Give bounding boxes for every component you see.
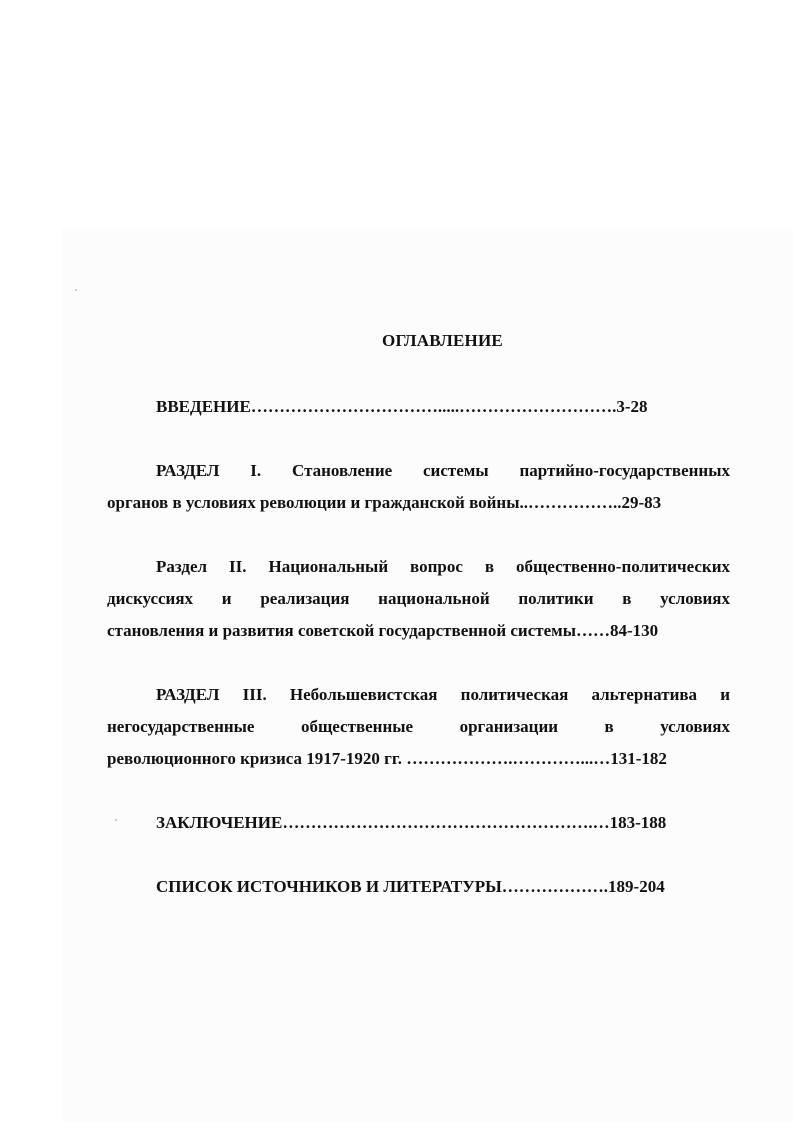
toc-entry-section-1 [107, 455, 730, 519]
toc-entry-section-2 [107, 551, 730, 647]
toc-entry-line: Раздел II. Национальный вопрос в общественно-политических [156, 557, 730, 576]
toc-entry-line: революционного кризиса 1917-1920 гг. ……………….…………...…131-182 [107, 749, 667, 768]
toc-entry-line: РАЗДЕЛ III. Небольшевистская политическая альтернатива и [156, 685, 730, 704]
toc-entry-line: становления и развития советской государственной системы……84-130 [107, 621, 659, 640]
scan-speck [75, 289, 77, 291]
toc-entry-section-3 [107, 679, 730, 775]
scan-background [62, 228, 793, 1122]
toc-entry-conclusion: ЗАКЛЮЧЕНИЕ……………………………………………….…183-188 [156, 813, 667, 832]
toc-title: ОГЛАВЛЕНИЕ [382, 331, 503, 350]
scan-speck [115, 819, 117, 821]
toc-entry-introduction: ВВЕДЕНИЕ…………………………….....……………………….3-28 [156, 397, 648, 416]
toc-entry-line: органов в условиях революции и гражданской войны..……………..29-83 [107, 493, 662, 512]
toc-entry-bibliography: СПИСОК ИСТОЧНИКОВ И ЛИТЕРАТУРЫ……………….189-204 [156, 877, 665, 896]
toc-entry-line: негосударственные общественные организации в условиях [107, 717, 730, 736]
toc-entry-line: РАЗДЕЛ I. Становление системы партийно-государственных [156, 461, 730, 480]
toc-entry-line: дискуссиях и реализация национальной политики в условиях [107, 589, 730, 608]
